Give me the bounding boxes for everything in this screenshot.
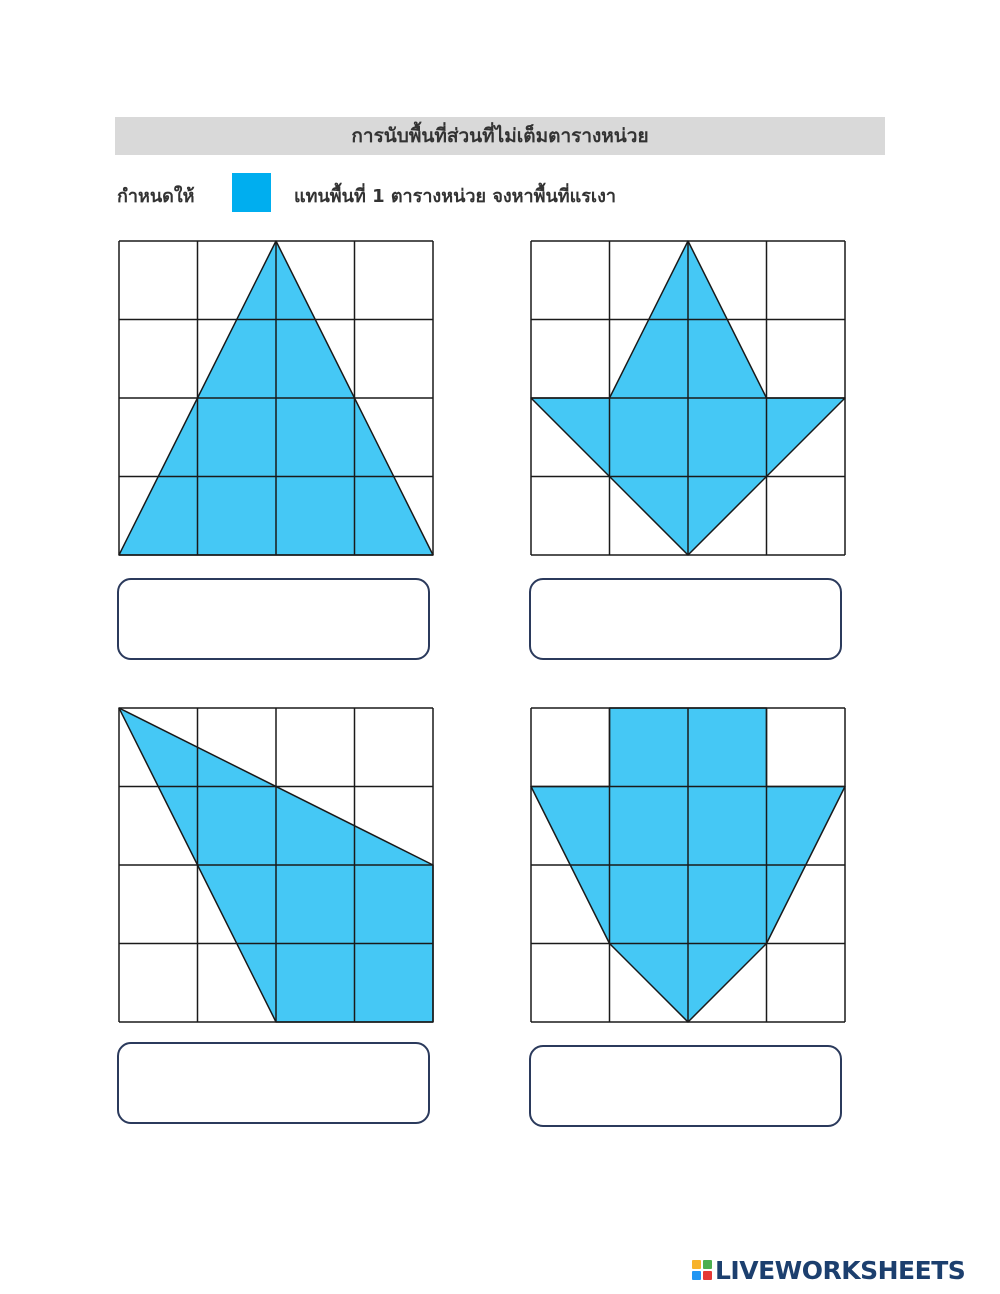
worksheet-title-text: การนับพื้นที่ส่วนที่ไม่เต็มตารางหน่วย (351, 125, 649, 147)
liveworksheets-brand (692, 1254, 965, 1286)
liveworksheets-logo-icon (692, 1260, 712, 1280)
answer-box-3[interactable] (117, 1042, 430, 1124)
figure-arrow-down-kite-svg (531, 241, 845, 555)
answer-input-1[interactable] (119, 580, 432, 660)
instruction-prefix: กำหนดให้ (117, 186, 195, 207)
answer-input-3[interactable] (119, 1044, 432, 1124)
unit-square-legend (232, 173, 271, 212)
figure-right-quadrilateral-svg (119, 708, 433, 1022)
instruction-suffix: แทนพื้นที่ 1 ตารางหน่วย จงหาพื้นที่แรเงา (294, 186, 616, 207)
answer-box-2[interactable] (529, 578, 842, 660)
answer-box-1[interactable] (117, 578, 430, 660)
answer-input-2[interactable] (531, 580, 844, 660)
figure-triangle (119, 241, 433, 555)
figure-right-quadrilateral (119, 708, 433, 1022)
brand-name: LIVEWORKSHEETS (715, 1255, 966, 1285)
answer-box-4[interactable] (529, 1045, 842, 1127)
figure-arrow-down-kite (531, 241, 845, 555)
worksheet-title (115, 117, 885, 155)
answer-input-4[interactable] (531, 1047, 844, 1127)
figure-down-arrow (531, 708, 845, 1022)
figure-down-arrow-svg (531, 708, 845, 1022)
figure-triangle-svg (119, 241, 433, 555)
